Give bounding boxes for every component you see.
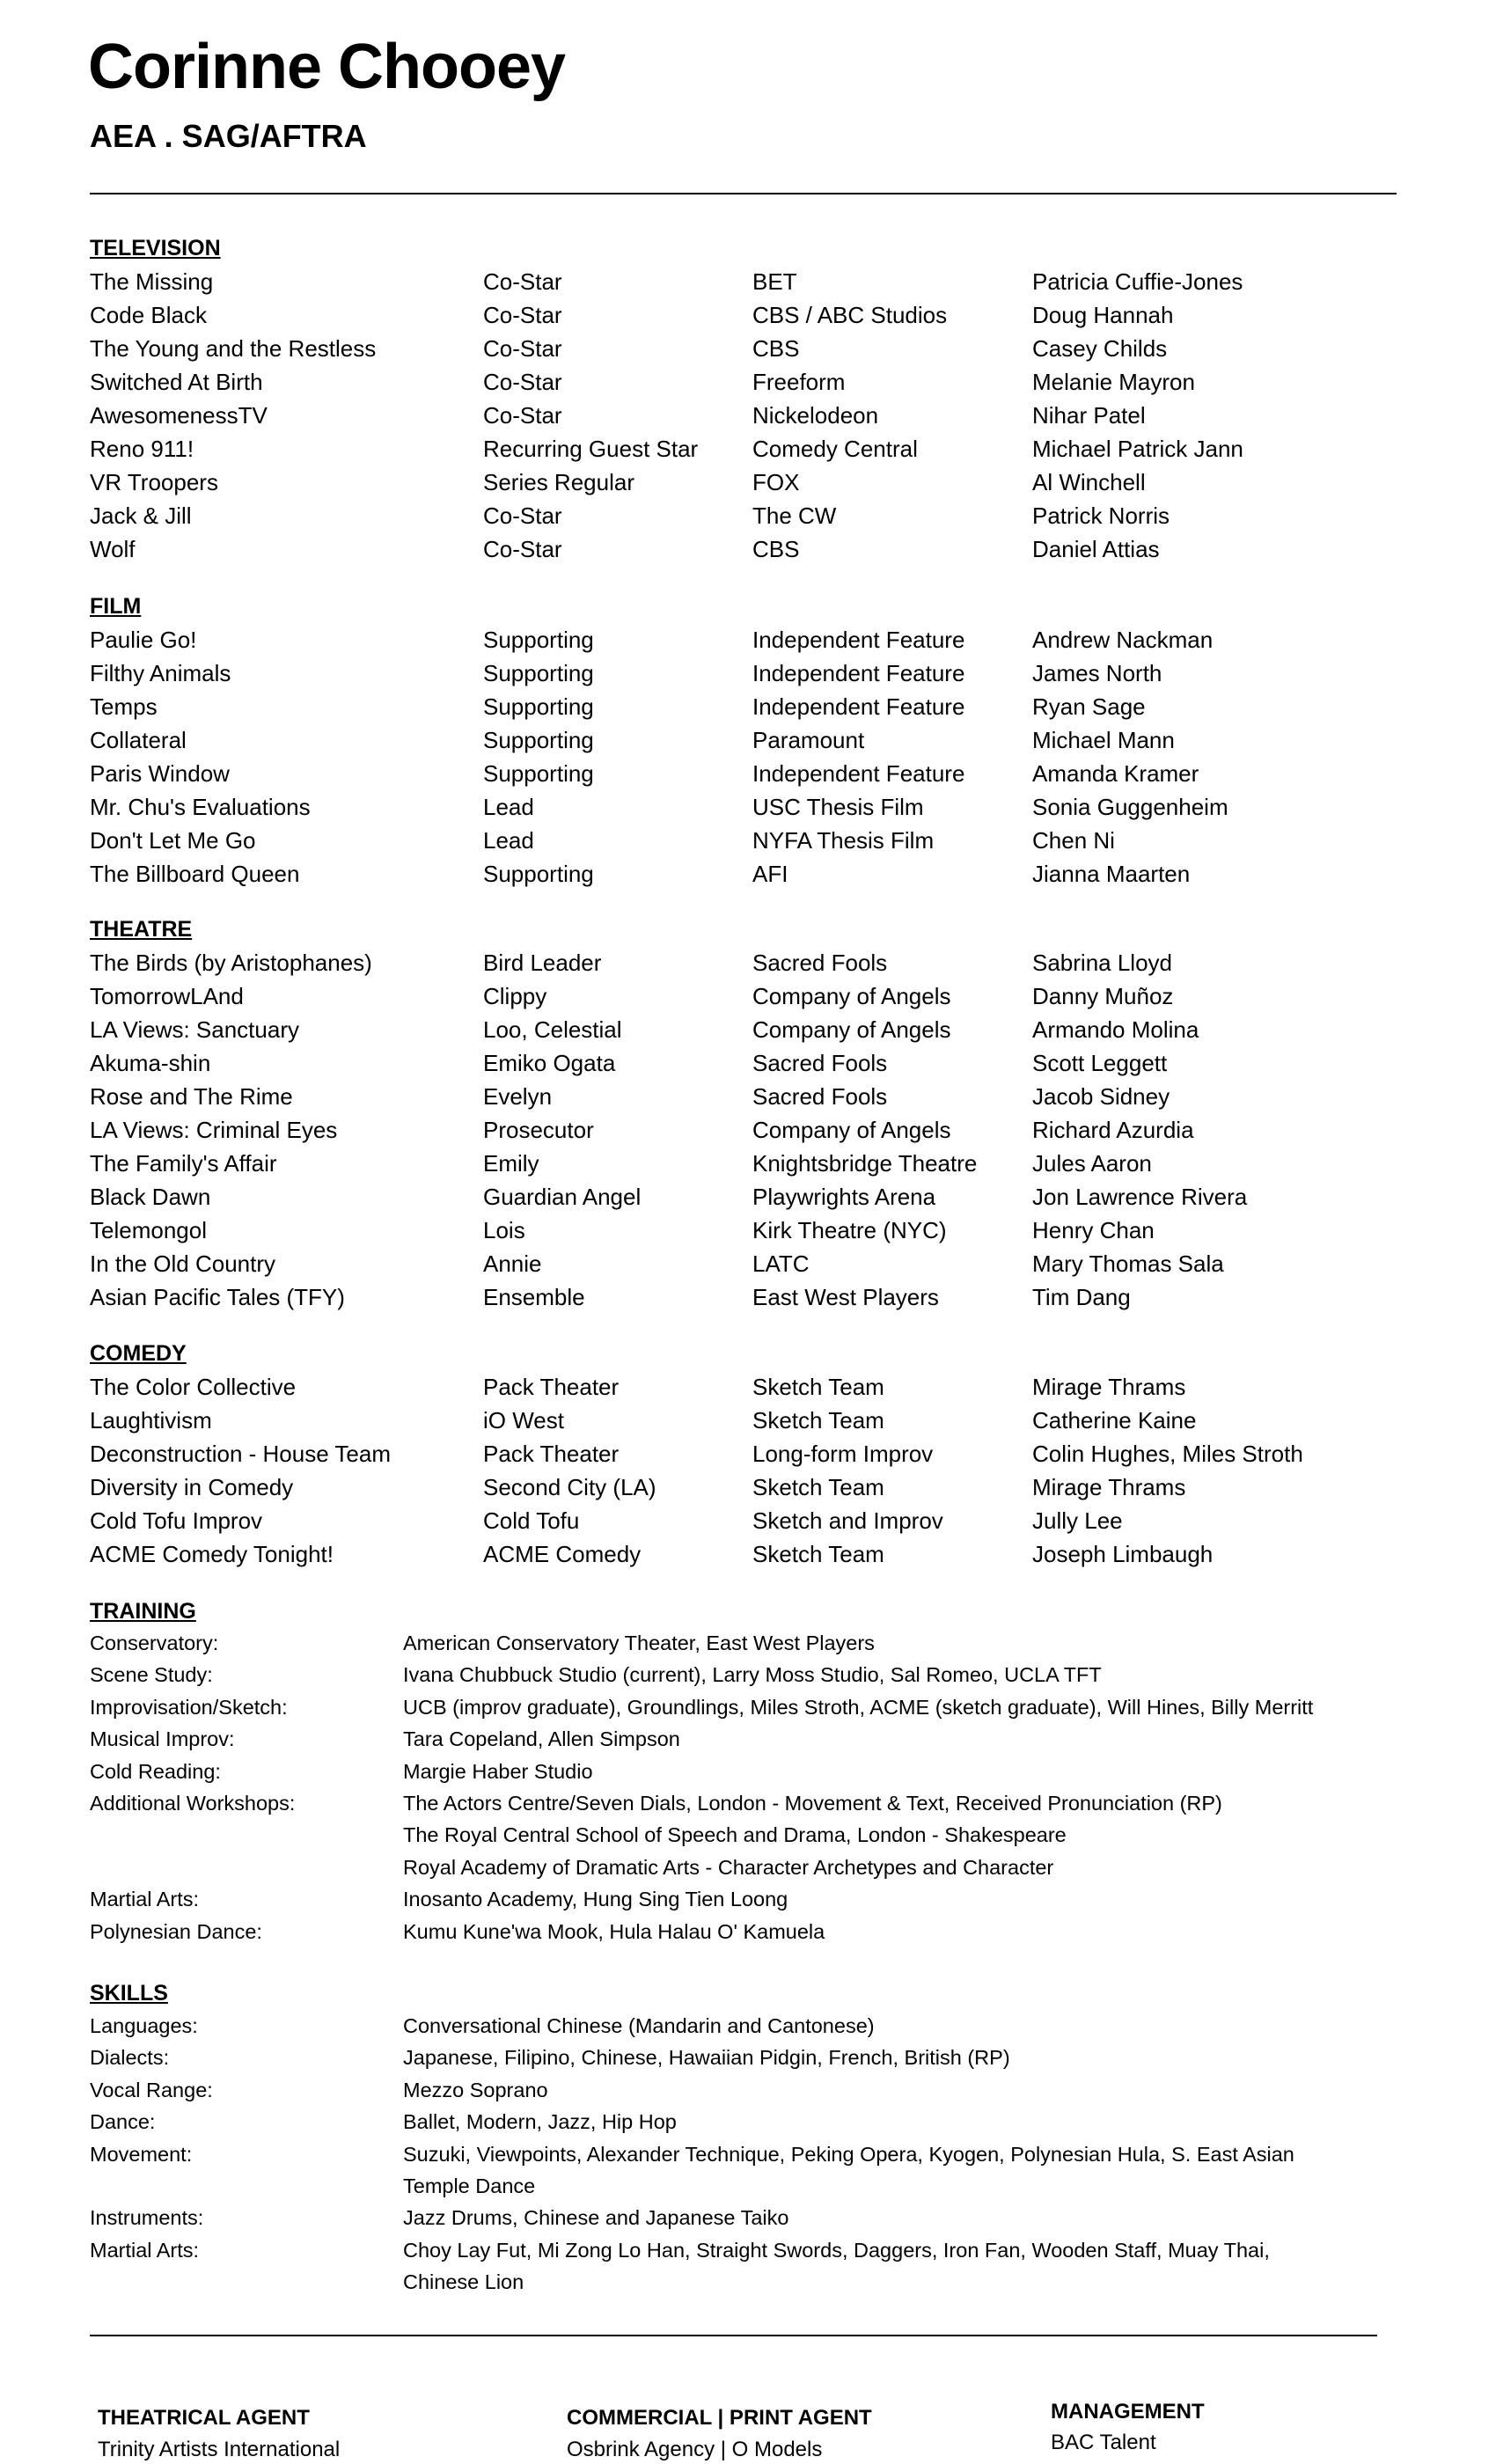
role: Supporting xyxy=(483,727,594,753)
training-detail: American Conservatory Theater, East West Players xyxy=(403,1632,875,1654)
project-title: Mr. Chu's Evaluations xyxy=(90,794,311,820)
company: BET xyxy=(752,268,797,295)
director: Scott Leggett xyxy=(1032,1050,1168,1076)
project-title: Akuma-shin xyxy=(90,1050,211,1076)
company: Sketch Team xyxy=(752,1407,884,1434)
project-title: Don't Let Me Go xyxy=(90,827,256,854)
role: Lois xyxy=(483,1217,525,1243)
company: Sketch and Improv xyxy=(752,1507,943,1534)
director: Catherine Kaine xyxy=(1032,1407,1197,1434)
director: Jon Lawrence Rivera xyxy=(1032,1184,1248,1210)
role: Evelyn xyxy=(483,1083,553,1110)
role: Second City (LA) xyxy=(483,1474,656,1500)
role: Series Regular xyxy=(483,469,634,495)
company: Sketch Team xyxy=(752,1374,884,1400)
skills-detail: Temple Dance xyxy=(403,2174,536,2197)
director: Jacob Sidney xyxy=(1032,1083,1170,1110)
role: ACME Comedy xyxy=(483,1541,642,1567)
director: Chen Ni xyxy=(1032,827,1115,854)
training-category: Scene Study: xyxy=(90,1663,213,1687)
role: Co-Star xyxy=(483,335,562,362)
project-title: Paris Window xyxy=(90,760,230,787)
project-title: Telemongol xyxy=(90,1217,207,1243)
training-detail: UCB (improv graduate), Groundlings, Miles Stroth, ACME (sketch graduate), Will Hines, Billy Merritt xyxy=(403,1695,1314,1719)
company: Long-form Improv xyxy=(752,1441,934,1467)
company: CBS xyxy=(752,536,800,562)
director: Jully Lee xyxy=(1032,1507,1123,1534)
section-title-skills: SKILLS xyxy=(90,1981,168,2006)
project-title: Jack & Jill xyxy=(90,502,192,529)
director: James North xyxy=(1032,660,1162,686)
section-title-training: TRAINING xyxy=(90,1599,196,1624)
company: Company of Angels xyxy=(752,983,951,1009)
skills-detail: Japanese, Filipino, Chinese, Hawaiian Pidgin, French, British (RP) xyxy=(403,2046,1010,2070)
project-title: Laughtivism xyxy=(90,1407,212,1434)
director: Joseph Limbaugh xyxy=(1032,1541,1214,1567)
project-title: Collateral xyxy=(90,727,187,753)
role: Loo, Celestial xyxy=(483,1016,622,1043)
director: Tim Dang xyxy=(1032,1284,1131,1310)
director: Mary Thomas Sala xyxy=(1032,1250,1224,1277)
company: Sketch Team xyxy=(752,1541,884,1567)
role: Ensemble xyxy=(483,1284,585,1310)
role: Supporting xyxy=(483,693,594,720)
role: Lead xyxy=(483,827,534,854)
skills-detail: Choy Lay Fut, Mi Zong Lo Han, Straight Swords, Daggers, Iron Fan, Wooden Staff, Muay Thai, xyxy=(403,2238,1270,2262)
director: Michael Patrick Jann xyxy=(1032,436,1243,462)
director: Patrick Norris xyxy=(1032,502,1170,529)
training-category: Cold Reading: xyxy=(90,1759,221,1783)
director: Richard Azurdia xyxy=(1032,1117,1194,1143)
union-affiliations: AEA . SAG/AFTRA xyxy=(90,118,367,154)
director: Nihar Patel xyxy=(1032,402,1146,429)
skills-detail: Jazz Drums, Chinese and Japanese Taiko xyxy=(403,2206,789,2230)
company: Company of Angels xyxy=(752,1117,951,1143)
project-title: The Young and the Restless xyxy=(90,335,377,362)
project-title: Reno 911! xyxy=(90,436,194,462)
role: Co-Star xyxy=(483,302,562,328)
company: Playwrights Arena xyxy=(752,1184,936,1210)
director: Doug Hannah xyxy=(1032,302,1174,328)
director: Jules Aaron xyxy=(1032,1150,1152,1177)
company: Independent Feature xyxy=(752,693,965,720)
project-title: VR Troopers xyxy=(90,469,218,495)
project-title: In the Old Country xyxy=(90,1250,275,1277)
director: Colin Hughes, Miles Stroth xyxy=(1032,1441,1303,1467)
company: Nickelodeon xyxy=(752,402,879,429)
role: Co-Star xyxy=(483,402,562,429)
role: Recurring Guest Star xyxy=(483,436,699,462)
director: Jianna Maarten xyxy=(1032,861,1191,887)
training-category: Martial Arts: xyxy=(90,1888,200,1911)
director: Armando Molina xyxy=(1032,1016,1199,1043)
skills-category: Instruments: xyxy=(90,2206,204,2230)
management-label: MANAGEMENT xyxy=(1051,2400,1205,2424)
theatrical-agent-label: THEATRICAL AGENT xyxy=(98,2406,310,2430)
director: Michael Mann xyxy=(1032,727,1175,753)
project-title: Wolf xyxy=(90,536,136,562)
company: AFI xyxy=(752,861,788,887)
footer-divider xyxy=(90,2335,1377,2336)
company: NYFA Thesis Film xyxy=(752,827,935,854)
training-category: Additional Workshops: xyxy=(90,1791,296,1815)
company: USC Thesis Film xyxy=(752,794,924,820)
director: Daniel Attias xyxy=(1032,536,1160,562)
management-value: BAC Talent xyxy=(1051,2431,1156,2454)
project-title: The Birds (by Aristophanes) xyxy=(90,950,372,976)
header-divider xyxy=(90,193,1397,194)
actor-name: Corinne Chooey xyxy=(88,32,566,102)
training-detail: Margie Haber Studio xyxy=(403,1759,593,1783)
director: Mirage Thrams xyxy=(1032,1474,1186,1500)
skills-detail: Suzuki, Viewpoints, Alexander Technique, Peking Opera, Kyogen, Polynesian Hula, S. East Asian xyxy=(403,2142,1294,2166)
training-category: Conservatory: xyxy=(90,1632,219,1654)
skills-category: Languages: xyxy=(90,2014,198,2037)
project-title: The Color Collective xyxy=(90,1374,297,1400)
role: iO West xyxy=(483,1407,564,1434)
project-title: Rose and The Rime xyxy=(90,1083,293,1110)
project-title: Temps xyxy=(90,693,158,720)
company: Sacred Fools xyxy=(752,1083,888,1110)
role: Co-Star xyxy=(483,502,562,529)
company: Sacred Fools xyxy=(752,1050,888,1076)
director: Patricia Cuffie-Jones xyxy=(1032,268,1243,295)
role: Co-Star xyxy=(483,536,562,562)
role: Bird Leader xyxy=(483,950,602,976)
company: Paramount xyxy=(752,727,865,753)
project-title: Paulie Go! xyxy=(90,627,197,653)
role: Lead xyxy=(483,794,534,820)
role: Co-Star xyxy=(483,268,562,295)
company: East West Players xyxy=(752,1284,939,1310)
company: CBS / ABC Studios xyxy=(752,302,948,328)
section-title-comedy: COMEDY xyxy=(90,1341,187,1366)
director: Casey Childs xyxy=(1032,335,1168,362)
project-title: The Billboard Queen xyxy=(90,861,300,887)
skills-detail: Conversational Chinese (Mandarin and Cantonese) xyxy=(403,2014,875,2037)
role: Supporting xyxy=(483,660,594,686)
section-title-theatre: THEATRE xyxy=(90,917,193,942)
project-title: ACME Comedy Tonight! xyxy=(90,1541,334,1567)
company: Freeform xyxy=(752,369,846,395)
training-detail: Tara Copeland, Allen Simpson xyxy=(403,1727,680,1751)
commercial-agent-value: Osbrink Agency | O Models xyxy=(567,2438,823,2461)
role: Clippy xyxy=(483,983,547,1009)
skills-category: Vocal Range: xyxy=(90,2078,213,2101)
skills-detail: Ballet, Modern, Jazz, Hip Hop xyxy=(403,2110,677,2134)
company: Knightsbridge Theatre xyxy=(752,1150,978,1177)
director: Sonia Guggenheim xyxy=(1032,794,1228,820)
project-title: The Missing xyxy=(90,268,214,295)
skills-detail: Mezzo Soprano xyxy=(403,2078,548,2101)
skills-category: Dance: xyxy=(90,2110,156,2134)
project-title: Filthy Animals xyxy=(90,660,231,686)
role: Pack Theater xyxy=(483,1374,620,1400)
training-category: Polynesian Dance: xyxy=(90,1919,262,1943)
role: Supporting xyxy=(483,861,594,887)
director: Andrew Nackman xyxy=(1032,627,1214,653)
project-title: Asian Pacific Tales (TFY) xyxy=(90,1284,345,1310)
director: Danny Muñoz xyxy=(1032,983,1174,1009)
role: Prosecutor xyxy=(483,1117,594,1143)
role: Emiko Ogata xyxy=(483,1050,616,1076)
training-category: Improvisation/Sketch: xyxy=(90,1695,288,1719)
training-detail: Inosanto Academy, Hung Sing Tien Loong xyxy=(403,1888,788,1911)
company: Independent Feature xyxy=(752,627,965,653)
role: Guardian Angel xyxy=(483,1184,642,1210)
role: Supporting xyxy=(483,760,594,787)
skills-detail: Chinese Lion xyxy=(403,2270,524,2294)
project-title: Diversity in Comedy xyxy=(90,1474,294,1500)
project-title: Code Black xyxy=(90,302,207,328)
director: Henry Chan xyxy=(1032,1217,1155,1243)
project-title: LA Views: Criminal Eyes xyxy=(90,1117,338,1143)
company: Sketch Team xyxy=(752,1474,884,1500)
director: Amanda Kramer xyxy=(1032,760,1199,787)
company: Company of Angels xyxy=(752,1016,951,1043)
skills-category: Martial Arts: xyxy=(90,2238,200,2262)
director: Al Winchell xyxy=(1032,469,1146,495)
role: Pack Theater xyxy=(483,1441,620,1467)
company: LATC xyxy=(752,1250,810,1277)
company: Independent Feature xyxy=(752,660,965,686)
training-detail: Ivana Chubbuck Studio (current), Larry Moss Studio, Sal Romeo, UCLA TFT xyxy=(403,1663,1102,1687)
company: The CW xyxy=(752,502,837,529)
role: Cold Tofu xyxy=(483,1507,580,1534)
training-detail: The Royal Central School of Speech and Drama, London - Shakespeare xyxy=(403,1823,1067,1847)
project-title: LA Views: Sanctuary xyxy=(90,1016,299,1043)
training-category: Musical Improv: xyxy=(90,1727,235,1751)
training-detail: The Actors Centre/Seven Dials, London - Movement & Text, Received Pronunciation (RP) xyxy=(403,1791,1222,1815)
director: Melanie Mayron xyxy=(1032,369,1195,395)
company: FOX xyxy=(752,469,800,495)
role: Supporting xyxy=(483,627,594,653)
role: Co-Star xyxy=(483,369,562,395)
director: Sabrina Lloyd xyxy=(1032,950,1172,976)
company: Comedy Central xyxy=(752,436,918,462)
project-title: The Family's Affair xyxy=(90,1150,277,1177)
section-title-film: FILM xyxy=(90,594,142,619)
project-title: Cold Tofu Improv xyxy=(90,1507,263,1534)
company: CBS xyxy=(752,335,800,362)
director: Mirage Thrams xyxy=(1032,1374,1186,1400)
project-title: TomorrowLAnd xyxy=(90,983,244,1009)
project-title: Black Dawn xyxy=(90,1184,211,1210)
training-detail: Royal Academy of Dramatic Arts - Character Archetypes and Character xyxy=(403,1855,1054,1879)
theatrical-agent-value: Trinity Artists International xyxy=(98,2438,341,2461)
project-title: Deconstruction - House Team xyxy=(90,1441,392,1467)
commercial-agent-label: COMMERCIAL | PRINT AGENT xyxy=(567,2406,872,2430)
section-title-television: TELEVISION xyxy=(90,236,221,260)
company: Sacred Fools xyxy=(752,950,888,976)
role: Annie xyxy=(483,1250,542,1277)
project-title: Switched At Birth xyxy=(90,369,263,395)
training-detail: Kumu Kune'wa Mook, Hula Halau O' Kamuela xyxy=(403,1919,825,1943)
skills-category: Movement: xyxy=(90,2142,193,2166)
company: Kirk Theatre (NYC) xyxy=(752,1217,947,1243)
company: Independent Feature xyxy=(752,760,965,787)
project-title: AwesomenessTV xyxy=(90,402,268,429)
director: Ryan Sage xyxy=(1032,693,1146,720)
role: Emily xyxy=(483,1150,539,1177)
skills-category: Dialects: xyxy=(90,2046,170,2070)
